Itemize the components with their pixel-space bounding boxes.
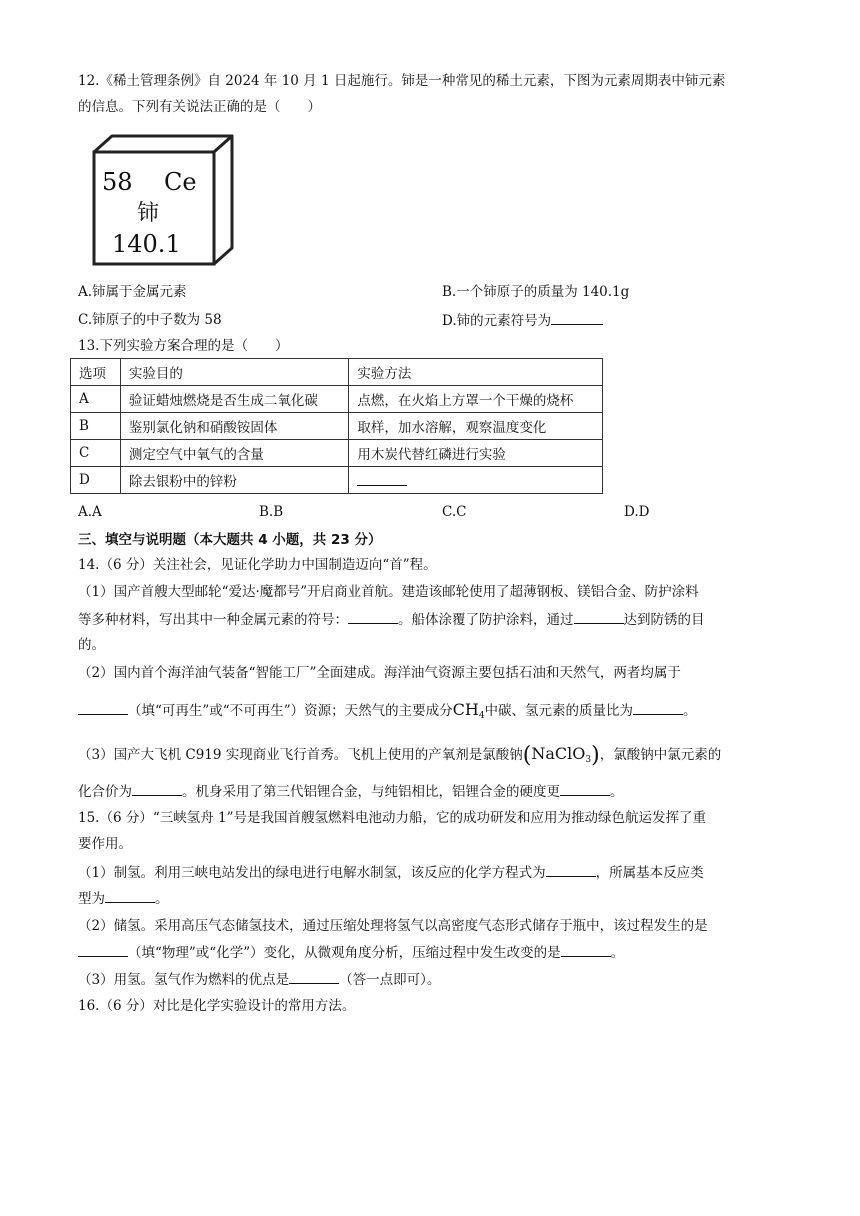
q14-part1-line2 — [78, 609, 705, 630]
q15-part1-line1 — [78, 862, 704, 883]
element-name: 铈 — [137, 201, 160, 226]
table-row — [71, 440, 603, 467]
q13-stem: 13.下列实验方案合理的是（ ） — [78, 338, 289, 354]
q12-option-b: B.一个铈原子的质量为 140.1g — [442, 284, 630, 300]
answer-blank — [357, 471, 407, 486]
text: 化合价为 — [78, 784, 132, 800]
q12-stem-line2: 的信息。下列有关说法正确的是（ ） — [78, 99, 321, 115]
q13-answer-a: A.A — [78, 504, 102, 520]
table-row — [71, 413, 603, 440]
text: 。 — [610, 945, 625, 961]
paren-open: ( — [522, 743, 532, 768]
row-option: B — [71, 413, 121, 440]
row-method: 点燃，在火焰上方罩一个干燥的烧杯 — [349, 386, 603, 413]
row-option: C — [71, 440, 121, 467]
q15-part1-line2 — [78, 888, 169, 909]
text: 。机身采用了第三代铝锂合金，与纯铝相比，铝锂合金的硬度更 — [182, 784, 560, 800]
q15-part3 — [78, 969, 440, 990]
text: 达到防锈的目 — [623, 612, 705, 628]
text: （3）国产大飞机 C919 实现商业飞行首秀。飞机上使用的产氧剂是氯酸钠 — [78, 747, 523, 763]
q12-option-d — [442, 310, 603, 331]
text: 。船体涂覆了防护涂料，通过 — [398, 612, 574, 628]
header-method: 实验方法 — [349, 359, 603, 386]
text: 等多种材料，写出其中一种金属元素的符号： — [78, 612, 348, 628]
q14-part1-line1: （1）国产首艘大型邮轮“爱达·魔都号”开启商业首航。建造该邮轮使用了超薄钢板、镁铝合金、防护涂料 — [78, 584, 699, 600]
q15-stem-line1: 15.（6 分）“三峡氢舟 1”号是我国首艘氢燃料电池动力船，它的成功研发和应用为推动绿色航运发挥了重 — [78, 810, 707, 826]
section-heading: 三、填空与说明题（本大题共 4 小题，共 23 分） — [78, 532, 382, 548]
formula-ch4 — [453, 700, 485, 719]
row-method: 用木炭代替红磷进行实验 — [349, 440, 603, 467]
text: （填“物理”或“化学”）变化，从微观角度分析，压缩过程中发生改变的是 — [128, 945, 561, 961]
q14-part2-line2 — [78, 700, 697, 726]
row-method — [349, 467, 603, 494]
text: 。 — [155, 891, 169, 907]
formula-subscript: 3 — [585, 755, 592, 765]
atomic-mass: 140.1 — [112, 230, 181, 258]
q14-stem: 14.（6 分）关注社会，见证化学助力中国制造迈向“首”程。 — [78, 557, 437, 573]
q14-part1-line3: 的。 — [78, 637, 105, 653]
answer-blank — [105, 888, 155, 903]
table-row — [71, 386, 603, 413]
row-option: A — [71, 386, 121, 413]
header-option: 选项 — [71, 359, 121, 386]
answer-blank — [561, 942, 611, 957]
answer-blank — [560, 781, 610, 796]
q15-stem-line2: 要作用。 — [78, 836, 132, 852]
q13-answer-c: C.C — [442, 504, 467, 520]
header-purpose: 实验目的 — [120, 359, 349, 386]
row-purpose: 鉴别氯化钠和硝酸铵固体 — [120, 413, 349, 440]
answer-blank — [633, 700, 683, 715]
formula-naclo3 — [531, 744, 591, 763]
q13-table — [70, 358, 603, 494]
q14-part3-line1 — [78, 744, 721, 770]
row-option: D — [71, 467, 121, 494]
q13-answer-d: D.D — [624, 504, 650, 520]
text: （3）用氢。氢气作为燃料的优点是 — [78, 972, 290, 988]
q12-stem-line1: 12.《稀土管理条例》自 2024 年 10 月 1 日起施行。铈是一种常见的稀土元素，下图为元素周期表中铈元素 — [78, 73, 726, 89]
answer-blank — [289, 969, 339, 984]
q12-option-c: C.铈原子的中子数为 58 — [78, 312, 222, 328]
q14-part2-line1: （2）国内首个海洋油气装备“智能工厂”全面建成。海洋油气资源主要包括石油和天然气，两者均属于 — [78, 665, 681, 681]
text: ，氯酸钠中氯元素的 — [599, 747, 722, 763]
text: （1）制氢。利用三峡电站发出的绿电进行电解水制氢，该反应的化学方程式为 — [78, 865, 546, 881]
atomic-number: 58 — [102, 168, 133, 196]
cerium-element-cube — [80, 128, 240, 273]
answer-blank — [78, 942, 128, 957]
element-symbol: Ce — [164, 168, 197, 196]
table-header-row — [71, 359, 603, 386]
row-method: 取样，加水溶解，观察温度变化 — [349, 413, 603, 440]
row-purpose: 除去银粉中的锌粉 — [120, 467, 349, 494]
text: ，所属基本反应类 — [595, 865, 704, 881]
q15-part2-line2 — [78, 942, 624, 963]
paren-close: ) — [591, 743, 600, 768]
text: 。 — [610, 784, 624, 800]
table-row — [71, 467, 603, 494]
q12-option-d-text: D.铈的元素符号为 — [442, 313, 552, 329]
text: 。 — [683, 703, 697, 719]
answer-blank — [348, 609, 398, 624]
q16-stem: 16.（6 分）对比是化学实验设计的常用方法。 — [78, 998, 356, 1014]
answer-blank — [574, 609, 624, 624]
q14-part3-line2 — [78, 781, 624, 802]
q15-part2-line1: （2）储氢。采用高压气态储氢技术，通过压缩处理将氢气以高密度气态形式储存于瓶中，该过程发生的是 — [78, 918, 708, 934]
text: 中碳、氢元素的质量比为 — [484, 703, 634, 719]
answer-blank — [546, 862, 596, 877]
formula-subscript: 4 — [478, 711, 485, 721]
formula-text: NaClO — [531, 744, 586, 763]
text: 型为 — [78, 891, 105, 907]
q12-option-a: A.铈属于金属元素 — [78, 284, 187, 300]
text: （答一点即可）。 — [339, 972, 441, 988]
text: （填“可再生”或“不可再生”）资源；天然气的主要成分 — [128, 703, 453, 719]
row-purpose: 测定空气中氧气的含量 — [120, 440, 349, 467]
row-purpose: 验证蜡烛燃烧是否生成二氧化碳 — [120, 386, 349, 413]
q13-answer-b: B.B — [259, 504, 284, 520]
formula-text: CH — [452, 700, 479, 719]
answer-blank — [132, 781, 182, 796]
answer-blank — [551, 310, 603, 325]
answer-blank — [78, 700, 128, 715]
